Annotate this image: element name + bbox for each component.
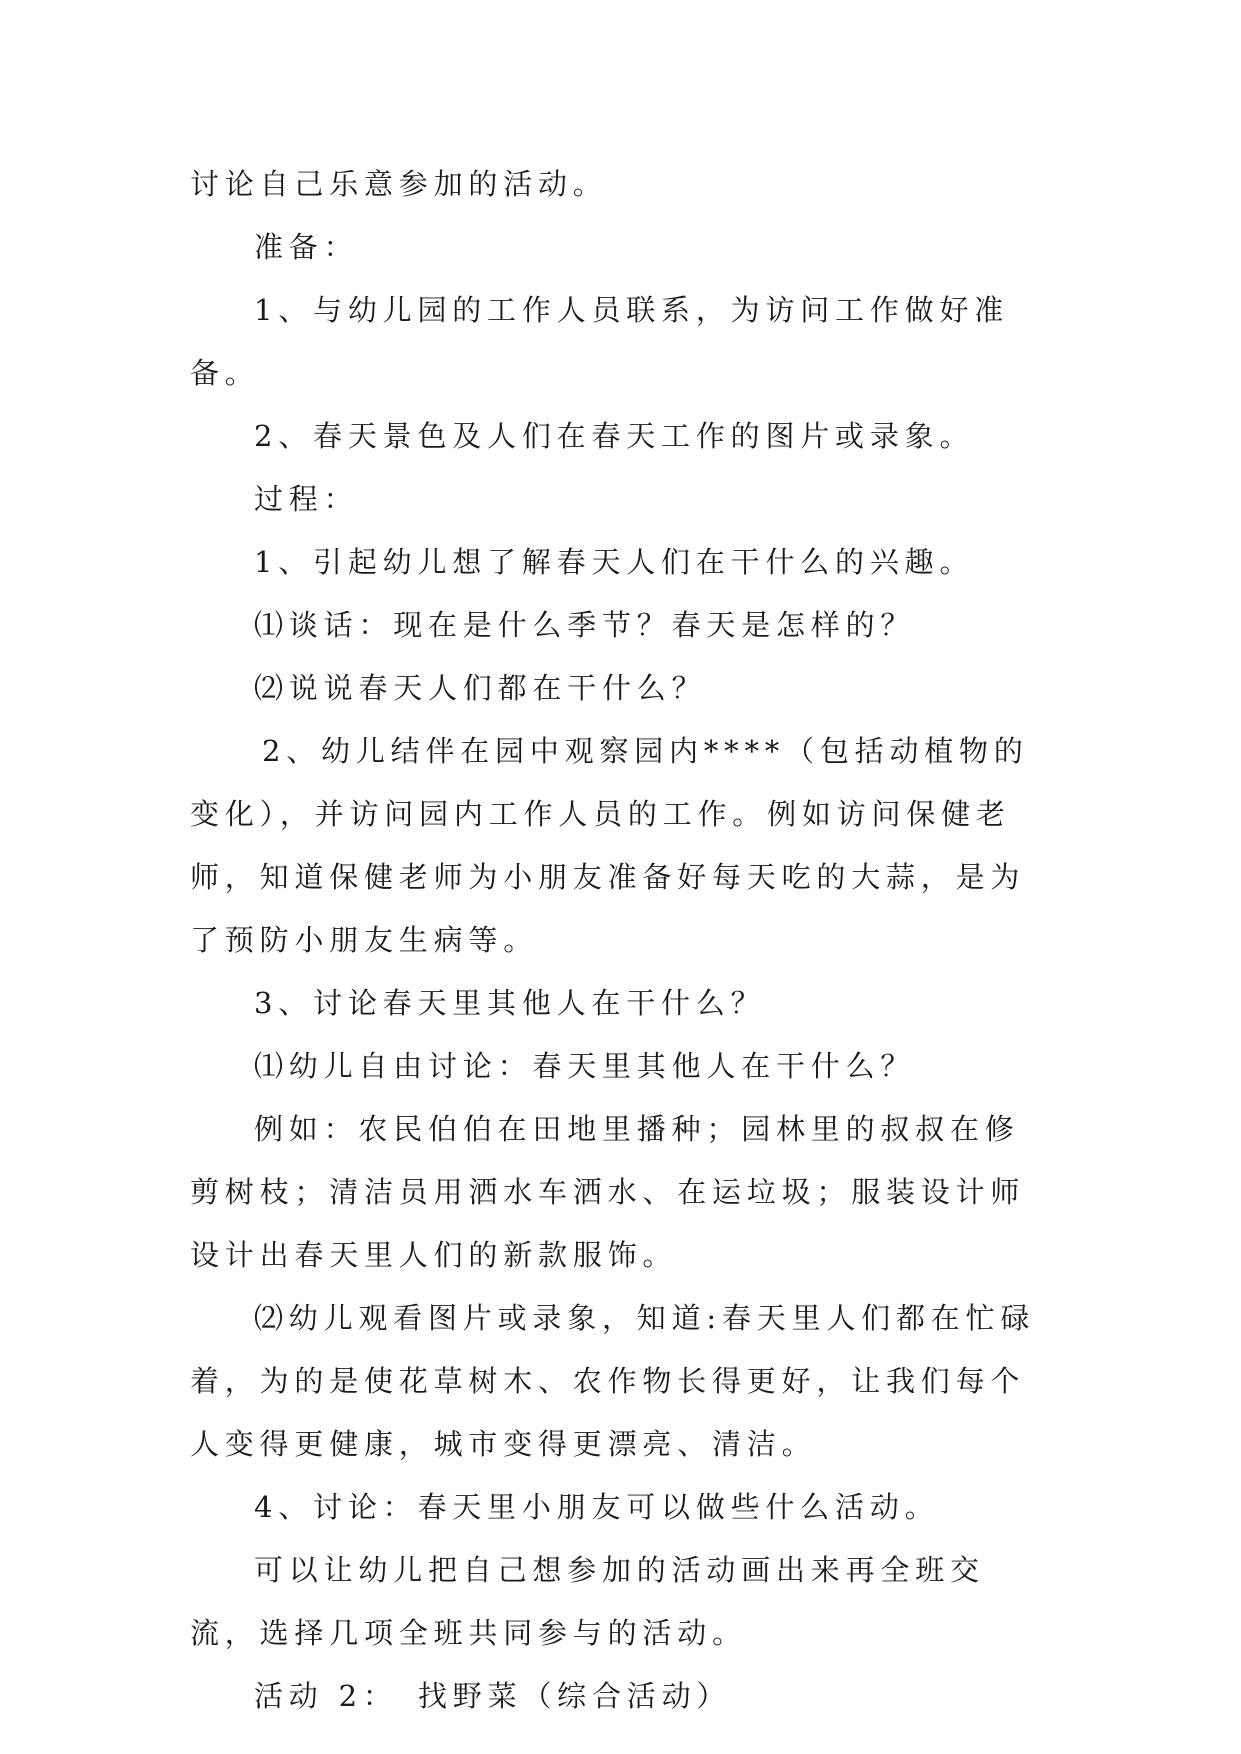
process-step-1: 1、引起幼儿想了解春天人们在干什么的兴趣。 [254, 545, 975, 579]
process-step-4-detail: 可以让幼儿把自己想参加的活动画出来再全班交流，选择几项全班共同参与的活动。 [190, 1553, 985, 1650]
activity-2-title: 活动 2： 找野菜（综合活动） [254, 1679, 732, 1713]
document-body [190, 153, 1050, 1728]
process-step-4: 4、讨论：春天里小朋友可以做些什么活动。 [254, 1490, 940, 1524]
process-step-1-sub-2: ⑵说说春天人们都在干什么？ [254, 671, 707, 705]
process-step-3-sub-1: ⑴幼儿自由讨论：春天里其他人在干什么？ [254, 1049, 916, 1083]
heading-process: 过程： [254, 482, 359, 516]
process-step-2: 2、幼儿结伴在园中观察园内****（包括动植物的变化），并访问园内工作人员的工作。例如访问保健老师，知道保健老师为小朋友准备好每天吃的大蒜，是为了预防小朋友生病等。 [190, 734, 1029, 957]
process-step-3-sub-2: ⑵幼儿观看图片或录象，知道:春天里人们都在忙碌着，为的是使花草树木、农作物长得更好，让我们每个人变得更健康，城市变得更漂亮、清洁。 [190, 1301, 1036, 1461]
paragraph-continuation: 讨论自己乐意参加的活动。 [190, 167, 608, 201]
process-step-3-example: 例如：农民伯伯在田地里播种；园林里的叔叔在修剪树枝；清洁员用洒水车洒水、在运垃圾；服装设计师设计出春天里人们的新款服饰。 [190, 1112, 1026, 1272]
preparation-item-1: 1、与幼儿园的工作人员联系，为访问工作做好准备。 [190, 293, 1010, 390]
heading-preparation: 准备： [254, 230, 359, 264]
process-step-3: 3、讨论春天里其他人在干什么？ [254, 986, 766, 1020]
process-step-1-sub-1: ⑴谈话：现在是什么季节？春天是怎样的？ [254, 608, 916, 642]
preparation-item-2: 2、春天景色及人们在春天工作的图片或录象。 [254, 419, 975, 453]
